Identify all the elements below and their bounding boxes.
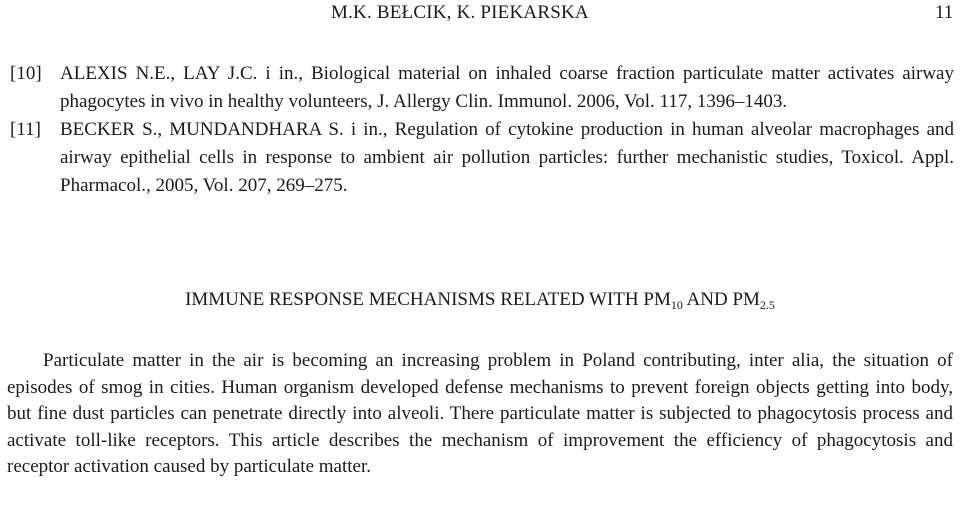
reference-number: [10] xyxy=(10,63,42,84)
section-title-subscript-10: 10 xyxy=(670,298,683,312)
abstract-paragraph: Particulate matter in the air is becoming an increasing problem in Poland contributing, inter alia, the situation of episodes of smog in cities. Human organism developed defense mechanisms to prevent foreign objects getting into body, but fine dust particles can penetrate directly into alveoli. There particulate matter is subjected to phagocytosis process and activate toll-like receptors. This article describes the mechanism of improvement the efficiency of phagocytosis and receptor activation caused by particulate matter. xyxy=(7,350,953,477)
reference-item xyxy=(10,116,954,200)
reference-text: BECKER S., MUNDANDHARA S. i in., Regulation of cytokine production in human alveolar macrophages and airway epithelial cells in response to ambient air pollution particles: further mechanistic studies, Toxicol. Appl. Pharmacol., 2005, Vol. 207, 269–275. xyxy=(60,119,954,196)
reference-number: [11] xyxy=(10,119,41,140)
header-authors: M.K. BEŁCIK, K. PIEKARSKA xyxy=(331,2,589,23)
section-title xyxy=(0,286,960,314)
reference-item xyxy=(10,60,954,116)
reference-text: ALEXIS N.E., LAY J.C. i in., Biological material on inhaled coarse fraction particulate matter activates airway phagocytes in vivo in healthy volunteers, J. Allergy Clin. Immunol. 2006, Vol. 117, 1396–1403. xyxy=(60,63,954,112)
reference-list xyxy=(10,60,954,200)
page-number: 11 xyxy=(935,2,954,23)
section-title-subscript-2-5: 2.5 xyxy=(759,298,775,312)
section-title-main: IMMUNE RESPONSE MECHANISMS RELATED WITH PM xyxy=(185,289,671,310)
section-title-and: AND PM xyxy=(682,289,760,310)
running-header xyxy=(0,0,960,30)
